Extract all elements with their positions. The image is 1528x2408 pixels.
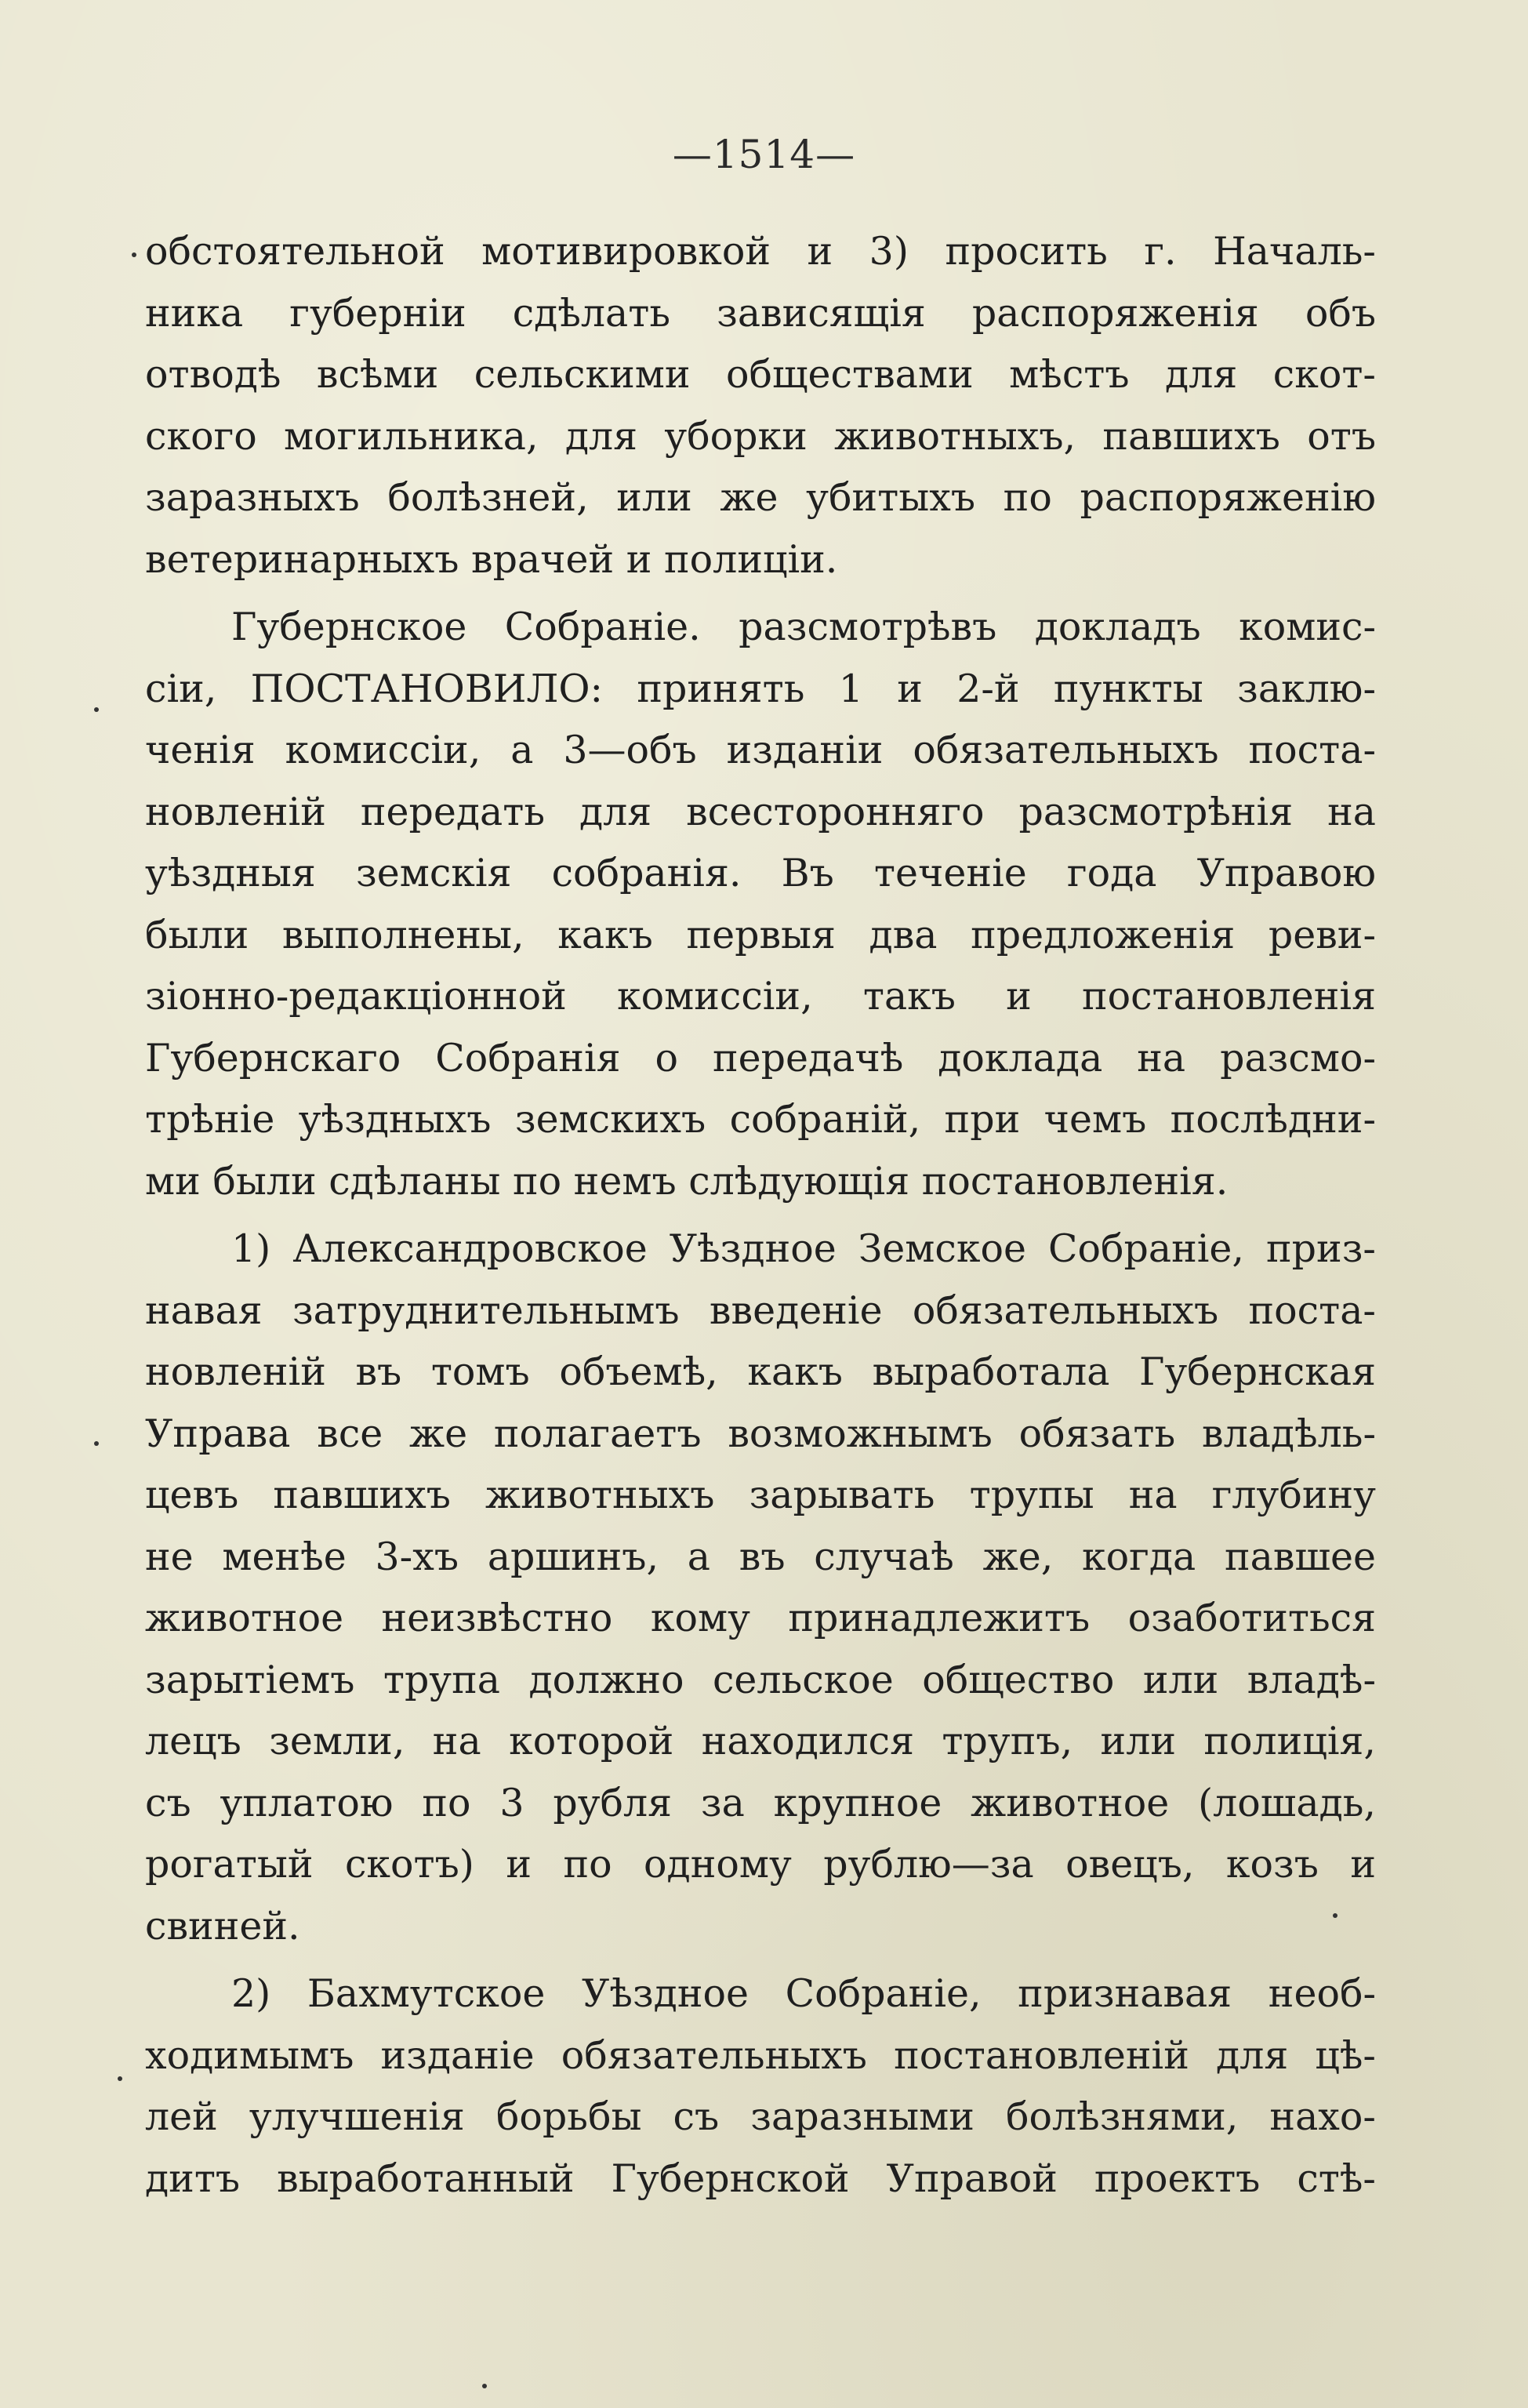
text-line: съ уплатою по 3 рубля за крупное животное (лошадь, bbox=[145, 1780, 1376, 1825]
text-line: зіонно-редакціонной комиссіи, такъ и постановленія bbox=[145, 974, 1376, 1019]
ink-speck bbox=[118, 2076, 122, 2081]
text-line: были выполнены, какъ первыя два предложенія реви- bbox=[145, 912, 1376, 957]
text-line: Управа все же полагаетъ возможнымъ обязать владѣль- bbox=[145, 1411, 1376, 1456]
text-line: навая затруднительнымъ введеніе обязательныхъ поста- bbox=[145, 1288, 1376, 1333]
ink-speck bbox=[94, 707, 99, 712]
text-line: Губернскаго Собранія о передачѣ доклада на разсмо- bbox=[145, 1035, 1376, 1081]
paragraph-3 bbox=[145, 1219, 1376, 1957]
text-line: свиней. bbox=[145, 1903, 300, 1949]
text-line: новленій передать для всесторонняго разсмотрѣнія на bbox=[145, 789, 1376, 834]
paragraph-2 bbox=[145, 597, 1376, 1212]
text-line: животное неизвѣстно кому принадлежитъ озаботиться bbox=[145, 1596, 1376, 1640]
text-line: 2) Бахмутское Уѣздное Собраніе, признавая необ- bbox=[231, 1971, 1376, 2016]
text-line: зарытіемъ трупа должно сельское общество или владѣ- bbox=[145, 1657, 1376, 1702]
paragraph-4 bbox=[145, 1963, 1376, 2210]
text-line: ходимымъ изданіе обязательныхъ постановленій для цѣ- bbox=[145, 2032, 1376, 2078]
text-line: заразныхъ болѣзней, или же убитыхъ по распоряженію bbox=[145, 475, 1376, 520]
page-number: —1514— bbox=[672, 132, 856, 177]
ink-speck bbox=[1333, 1913, 1337, 1918]
text-line: лей улучшенія борьбы съ заразными болѣзнями, нахо- bbox=[145, 2094, 1376, 2139]
text-line: ченія комиссіи, а 3—объ изданіи обязательныхъ поста- bbox=[145, 728, 1376, 772]
text-line: ского могильника, для уборки животныхъ, павшихъ отъ bbox=[145, 413, 1376, 459]
ink-speck bbox=[482, 2384, 487, 2388]
text-line: трѣніе уѣздныхъ земскихъ собраній, при чемъ послѣдни- bbox=[145, 1097, 1376, 1142]
text-line: сіи, ПОСТАНОВИЛО: принять 1 и 2-й пункты заклю- bbox=[145, 666, 1376, 711]
text-line: Губернское Собраніе. разсмотрѣвъ докладъ комис- bbox=[231, 605, 1376, 649]
text-line: новленій въ томъ объемѣ, какъ выработала Губернская bbox=[145, 1349, 1376, 1394]
text-line: не менѣе 3-хъ аршинъ, а въ случаѣ же, когда павшее bbox=[145, 1534, 1376, 1579]
text-line: ника губерніи сдѣлать зависящія распоряженія объ bbox=[145, 290, 1376, 336]
paragraph-1 bbox=[145, 221, 1376, 590]
text-line: лецъ земли, на которой находился трупъ, или полиція, bbox=[145, 1719, 1376, 1763]
text-line: ми были сдѣланы по немъ слѣдующія постановленія. bbox=[145, 1158, 1229, 1204]
text-line: 1) Александровское Уѣздное Земское Собраніе, приз- bbox=[231, 1226, 1376, 1271]
text-line: уѣздныя земскія собранія. Въ теченіе года Управою bbox=[145, 851, 1376, 895]
text-line: дитъ выработанный Губернской Управой проектъ стѣ- bbox=[145, 2156, 1376, 2201]
text-line: цевъ павшихъ животныхъ зарывать трупы на глубину bbox=[145, 1473, 1376, 1517]
text-line: ветеринарныхъ врачей и полиціи. bbox=[145, 536, 838, 582]
text-line: обстоятельной мотивировкой и 3) просить г. Началь- bbox=[145, 229, 1376, 274]
body-text bbox=[145, 221, 1376, 2216]
text-line: отводѣ всѣми сельскими обществами мѣстъ для скот- bbox=[145, 352, 1376, 397]
text-line: рогатый скотъ) и по одному рублю—за овецъ, козъ и bbox=[145, 1842, 1376, 1887]
ink-speck bbox=[94, 1441, 99, 1446]
ink-speck bbox=[132, 252, 136, 257]
